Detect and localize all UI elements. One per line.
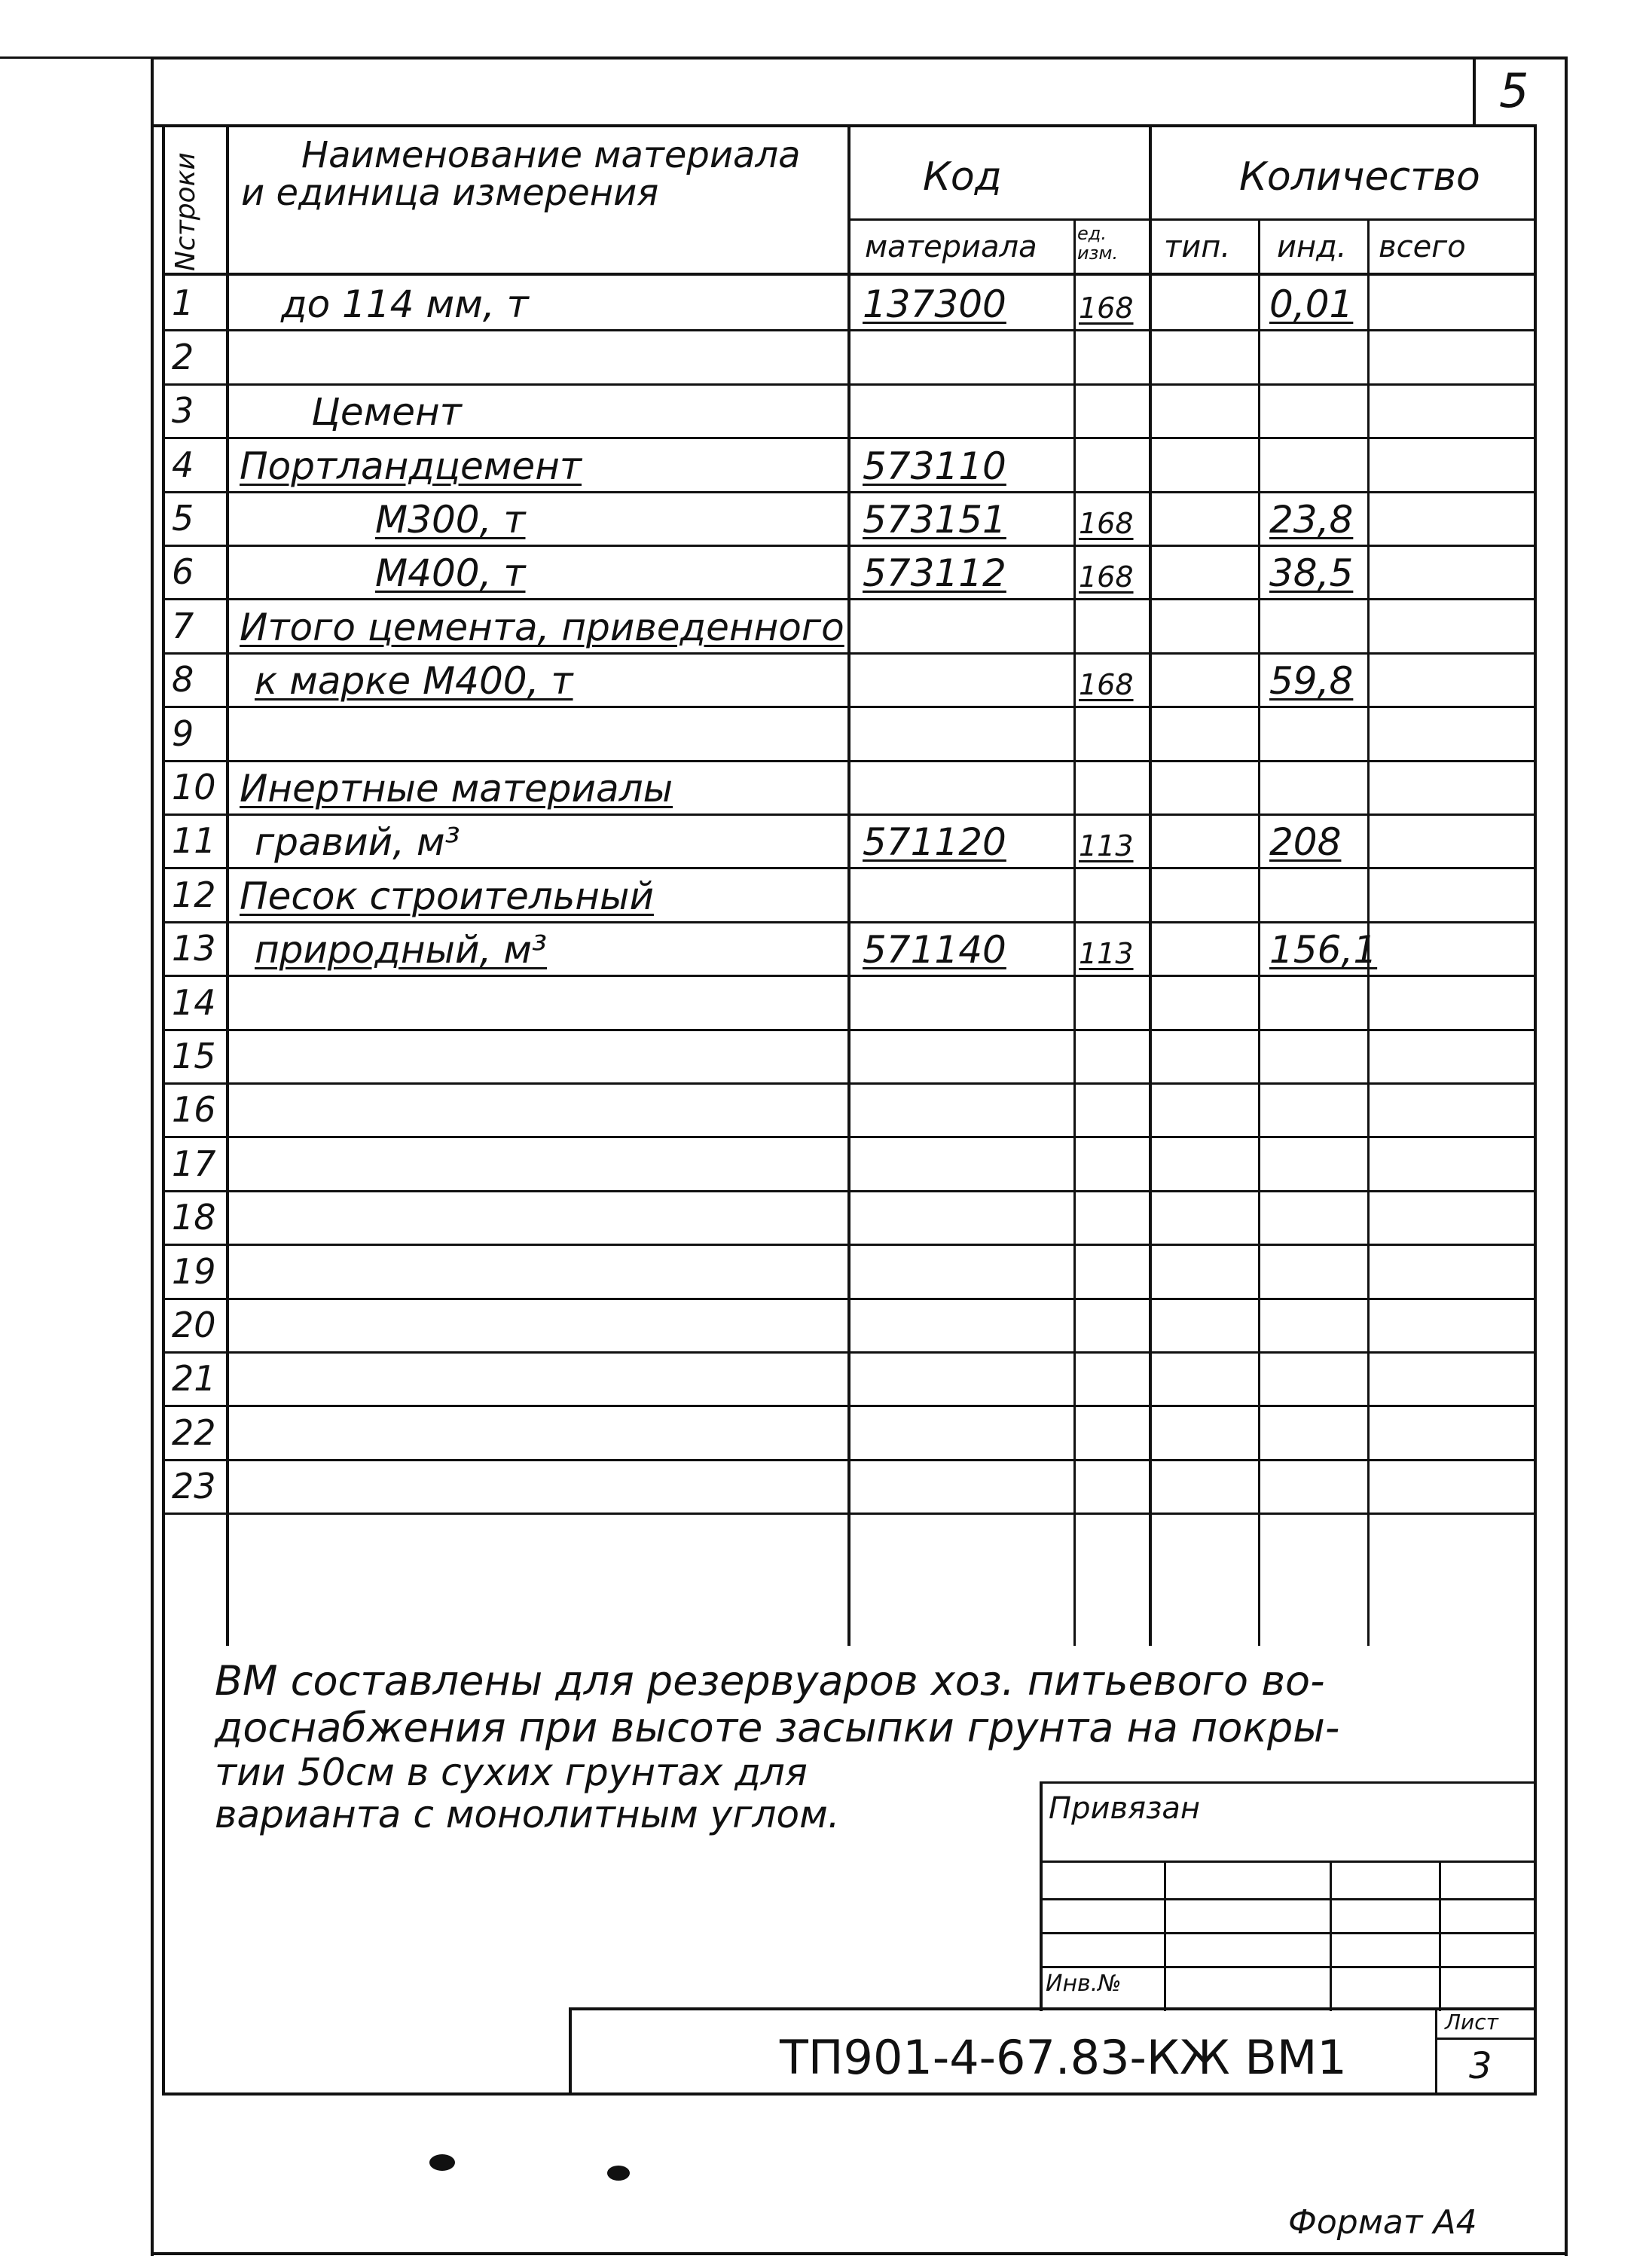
punch-hole-left bbox=[429, 2154, 455, 2171]
table-row-divider bbox=[162, 760, 1537, 762]
cell-unit: 113 bbox=[1079, 937, 1134, 970]
qty-typ-header: тип. bbox=[1164, 230, 1231, 264]
table-row-divider bbox=[162, 975, 1537, 977]
cell-ind: 0,01 bbox=[1269, 282, 1354, 326]
code-material-header: материала bbox=[865, 230, 1037, 264]
cell-row-number: 2 bbox=[172, 337, 194, 377]
cell-row-number: 8 bbox=[172, 659, 194, 700]
cell-row-number: 17 bbox=[172, 1143, 216, 1184]
cell-row-number: 14 bbox=[172, 982, 216, 1023]
table-row-divider bbox=[162, 867, 1537, 869]
cell-name: гравий, м³ bbox=[255, 820, 460, 864]
cell-name: до 114 мм, т bbox=[281, 282, 529, 326]
note-line-3: тии 50см в сухих грунтах для bbox=[215, 1751, 808, 1794]
cell-row-number: 20 bbox=[172, 1305, 216, 1345]
cell-row-number: 15 bbox=[172, 1036, 216, 1076]
cell-row-number: 9 bbox=[172, 713, 194, 754]
cell-code: 573110 bbox=[863, 444, 1006, 488]
cell-unit: 168 bbox=[1079, 292, 1134, 325]
cell-row-number: 16 bbox=[172, 1089, 216, 1130]
table-row-divider bbox=[162, 1459, 1537, 1461]
cell-row-number: 18 bbox=[172, 1197, 216, 1238]
table-row-divider bbox=[162, 1082, 1537, 1085]
table-row-divider bbox=[162, 437, 1537, 439]
cell-row-number: 7 bbox=[172, 606, 194, 646]
privyazan-label: Привязан bbox=[1049, 1791, 1201, 1826]
cell-code: 573151 bbox=[863, 498, 1006, 542]
note-line-4: варианта с монолитным углом. bbox=[215, 1793, 840, 1836]
cell-row-number: 12 bbox=[172, 875, 216, 915]
cell-row-number: 13 bbox=[172, 928, 216, 969]
table-row-divider bbox=[162, 1136, 1537, 1138]
cell-name: Итого цемента, приведенного bbox=[240, 606, 844, 649]
code-unit-header: ед. изм. bbox=[1077, 223, 1119, 264]
table-row-divider bbox=[162, 706, 1537, 708]
table-row-divider bbox=[162, 1405, 1537, 1407]
cell-ind: 59,8 bbox=[1269, 659, 1354, 703]
cell-ind: 38,5 bbox=[1269, 551, 1354, 595]
table-row-divider bbox=[162, 1513, 1537, 1515]
table-row-divider bbox=[162, 1298, 1537, 1300]
punch-hole-right bbox=[607, 2166, 630, 2181]
note-line-2: доснабжения при высоте засыпки грунта на покры- bbox=[215, 1704, 1340, 1751]
cell-unit: 168 bbox=[1079, 668, 1134, 701]
cell-row-number: 10 bbox=[172, 767, 216, 807]
cell-row-number: 21 bbox=[172, 1358, 216, 1399]
document-code: ТП901-4-67.83-КЖ ВМ1 bbox=[780, 2030, 1347, 2085]
cell-row-number: 4 bbox=[172, 444, 194, 485]
table-row-divider bbox=[162, 652, 1537, 655]
sheet-label: Лист bbox=[1445, 2010, 1498, 2034]
cell-row-number: 11 bbox=[172, 820, 216, 861]
note-line-1: ВМ составлены для резервуаров хоз. питьевого во- bbox=[215, 1657, 1325, 1705]
qty-total-header: всего bbox=[1379, 230, 1466, 264]
cell-code: 571120 bbox=[863, 820, 1006, 864]
table-row-divider bbox=[162, 383, 1537, 386]
table-row-divider bbox=[162, 329, 1537, 331]
cell-name: Песок строительный bbox=[240, 875, 654, 918]
sheet-number: 3 bbox=[1469, 2045, 1492, 2087]
cell-ind: 208 bbox=[1269, 820, 1342, 864]
table-row-divider bbox=[162, 1351, 1537, 1354]
row-number-header: Nстроки bbox=[170, 152, 201, 271]
cell-name: М400, т bbox=[375, 551, 526, 595]
name-header-line2: и единица измерения bbox=[241, 172, 659, 214]
cell-name: М300, т bbox=[375, 498, 526, 542]
cell-code: 573112 bbox=[863, 551, 1006, 595]
qty-ind-header: инд. bbox=[1277, 230, 1347, 264]
table-row-divider bbox=[162, 1244, 1537, 1246]
cell-ind: 156,1 bbox=[1269, 928, 1378, 972]
format-label: Формат А4 bbox=[1288, 2203, 1477, 2242]
inventory-number-label: Инв.№ bbox=[1046, 1970, 1122, 1997]
cell-unit: 168 bbox=[1079, 507, 1134, 540]
cell-row-number: 5 bbox=[172, 498, 194, 539]
table-row-divider bbox=[162, 813, 1537, 816]
cell-name: Портландцемент bbox=[240, 444, 582, 488]
cell-ind: 23,8 bbox=[1269, 498, 1354, 542]
cell-row-number: 19 bbox=[172, 1251, 216, 1292]
table-row-divider bbox=[162, 545, 1537, 547]
cell-code: 137300 bbox=[863, 282, 1006, 326]
cell-unit: 168 bbox=[1079, 560, 1134, 594]
cell-row-number: 22 bbox=[172, 1412, 216, 1453]
cell-name: Инертные материалы bbox=[240, 767, 673, 810]
name-header-line1: Наименование материала bbox=[301, 134, 801, 176]
quantity-group-header: Количество bbox=[1239, 154, 1480, 200]
cell-name: к марке М400, т bbox=[255, 659, 573, 703]
code-group-header: Код bbox=[923, 154, 1002, 200]
cell-row-number: 3 bbox=[172, 390, 194, 431]
table-row-divider bbox=[162, 1029, 1537, 1031]
cell-row-number: 23 bbox=[172, 1466, 216, 1506]
cell-row-number: 6 bbox=[172, 551, 194, 592]
cell-unit: 113 bbox=[1079, 829, 1134, 862]
cell-name: природный, м³ bbox=[255, 928, 548, 972]
table-row-divider bbox=[162, 921, 1537, 923]
table-row-divider bbox=[162, 1190, 1537, 1192]
table-row-divider bbox=[162, 491, 1537, 493]
cell-code: 571140 bbox=[863, 928, 1006, 972]
cell-row-number: 1 bbox=[172, 282, 194, 323]
table-row-divider bbox=[162, 598, 1537, 600]
cell-name: Цемент bbox=[311, 390, 462, 434]
sheet-corner-number: 5 bbox=[1499, 63, 1529, 118]
